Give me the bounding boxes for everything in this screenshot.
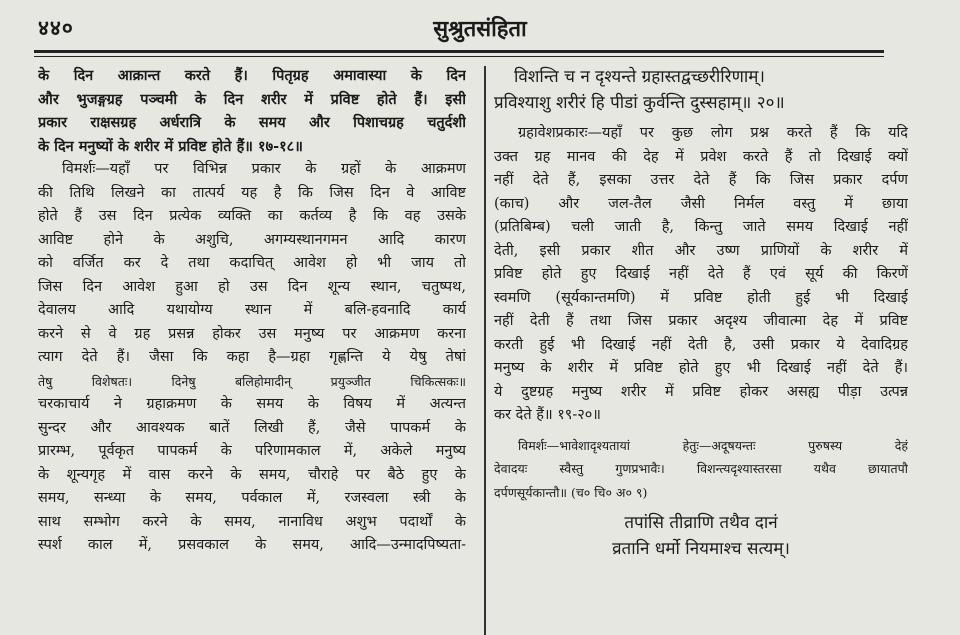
verse-bottom — [494, 510, 908, 562]
text-line: चरकाचार्य ने ग्रहाक्रमण के समय के विषय में अत्यन्त — [38, 396, 466, 412]
text-line: नहीं देती हैं तथा जिस प्रकार अदृश्य जीवात्मा देह में प्रविष्ट — [494, 313, 908, 329]
text-line: (प्रतिबिम्ब) चली जाती है, किन्तु जाते समय दिखाई नहीं — [494, 219, 908, 235]
vimarsha — [494, 434, 908, 505]
column-divider — [484, 66, 486, 635]
text-line: विमर्शः—भावेशादृश्यतायां हेतुः—अदूषयन्तः पुरुषस्य देहं — [518, 437, 908, 453]
text-line: को वर्जित कर दे तथा कदाचित् आवेश हो भी जाय तो — [38, 255, 466, 271]
text-line: ग्रहावेशप्रकारः—यहाँ पर कुछ लोग प्रश्न करते हैं कि यदि — [518, 125, 908, 141]
text-line: प्रकार राक्षसग्रह अर्धरात्रि के समय और पिशाचग्रह चतुर्दशी — [38, 114, 466, 131]
text-line: होते हैं उस दिन प्रत्येक व्यक्ति का कर्तव्य है कि वह उसके — [38, 208, 466, 224]
page-header — [0, 0, 960, 50]
text-line: के दिन मनुष्यों के शरीर में प्रविष्ट होते हैं॥ १७-१८॥ — [38, 137, 303, 155]
header-rule-thick — [34, 50, 884, 53]
text-line: उक्त ग्रह मानव की देह में प्रवेश करते हैं तो दिखाई क्यों — [494, 148, 908, 165]
text-line: देवालय आदि यथायोग्य स्थान में बलि-हवनादि कार्य — [38, 302, 466, 318]
left-column — [38, 64, 466, 635]
text-line: कर देते हैं॥ १९-२०॥ — [494, 407, 601, 423]
verse-line: विशन्ति च न दृश्यन्ते ग्रहास्तद्वच्छरीरिणाम्। — [514, 67, 765, 87]
text-line: के शून्यगृह में वास करने के समय, चौराहे पर बैठे हुए के — [38, 466, 466, 483]
text-line: मनुष्य के शरीर में प्रविष्ट होते हुए भी दिखाई नहीं देते हैं। — [494, 360, 908, 376]
text-line: की तिथि लिखने का तात्पर्य यह है कि जिस दिन वे आविष्ट — [38, 184, 466, 201]
text-line: आविष्ट होने के अशुचि, अगम्यस्थानगमन आदि कारण — [38, 231, 466, 248]
verse-top — [494, 64, 908, 116]
text-line: जिस दिन आवेश हुआ हो उस दिन शून्य स्थान, चतुष्पथ, — [38, 278, 466, 295]
verse-line: व्रतानि धर्मो नियमाश्च सत्यम्। — [612, 539, 790, 559]
text-line: दर्पणसूर्यकान्तौ॥ (च० चि० अ० ९) — [494, 484, 648, 500]
text-line: (काच) और जल-तैल जैसी निर्मल वस्तु में छाया — [494, 195, 908, 212]
text-line: के दिन आक्रान्त करते हैं। पितृग्रह अमावास्या के दिन — [38, 67, 466, 84]
text-line: देती, इसी प्रकार शीत और उष्ण प्राणियों के शरीर में — [494, 242, 908, 259]
text-line: देवादयः स्वैस्तु गुणप्रभावैः। विशन्त्यदृश्यास्तरसा यथैव छायातपौ — [494, 461, 908, 476]
text-line: नहीं देते हैं, इसका उत्तर देते हैं कि जिस प्रकार दर्पण — [494, 172, 908, 188]
text-line: ये दुष्टग्रह मनुष्य शरीर में प्रविष्ट होकर असह्य पीड़ा उत्पन्न — [494, 383, 908, 400]
running-title: सुश्रुतसंहिता — [433, 16, 527, 42]
text-line: समय, सन्ध्या के समय, पर्वकाल में, रजस्वला स्त्री के — [38, 490, 466, 506]
verse-line: प्रविश्याशु शरीरं हि पीडां कुर्वन्ति दुस्सहाम्॥ २०॥ — [494, 93, 785, 113]
text-line: करने से वे ग्रह प्रसन्न होकर उस मनुष्य पर आक्रमण करना — [38, 325, 466, 342]
text-line: त्याग देते हैं। जैसा कि कहा है—ग्रहा गृह्णन्ति ये येषु तेषां — [38, 349, 466, 365]
page-number: ४४० — [38, 15, 74, 40]
text-line: तेषु विशेषतः। दिनेषु बलिहोमादीन् प्रयुञ्जीत चिकित्सकः॥ — [38, 373, 466, 389]
verse-line: तपांसि तीव्राणि तथैव दानं — [624, 513, 778, 533]
text-line: और भुजङ्गग्रह पञ्चमी के दिन शरीर में प्रविष्ट होते हैं। इसी — [38, 90, 466, 108]
text-line: विमर्शः—यहाँ पर विभिन्न प्रकार के ग्रहों के आक्रमण — [62, 161, 466, 177]
text-line: प्रारम्भ, पूर्वकृत पापकर्म के परिणामकाल में, अकेले मनुष्य — [38, 443, 466, 459]
text-line: प्रविष्ट होते हुए दिखाई नहीं देते हैं एवं सूर्य की किरणें — [494, 266, 908, 282]
text-line: करती हुई भी दिखाई नहीं देती है, उसी प्रकार ये देवादिग्रह — [494, 336, 908, 353]
text-line: साथ सम्भोग करने के समय, नानाविध अशुभ पदार्थों के — [38, 513, 466, 530]
right-column — [494, 64, 908, 635]
text-line: सुन्दर और आवश्यक बातें लिखी हैं, जैसे पापकर्म के — [38, 419, 466, 436]
text-line: स्पर्श काल में, प्रसवकाल के समय, आदि—उन्मादपिष्यता- — [38, 537, 466, 553]
text-line: स्वमणि (सूर्यकान्तमणि) में प्रविष्ट होती हुई भी दिखाई — [494, 289, 908, 306]
header-rule-thin — [34, 56, 884, 57]
commentary — [494, 122, 908, 428]
